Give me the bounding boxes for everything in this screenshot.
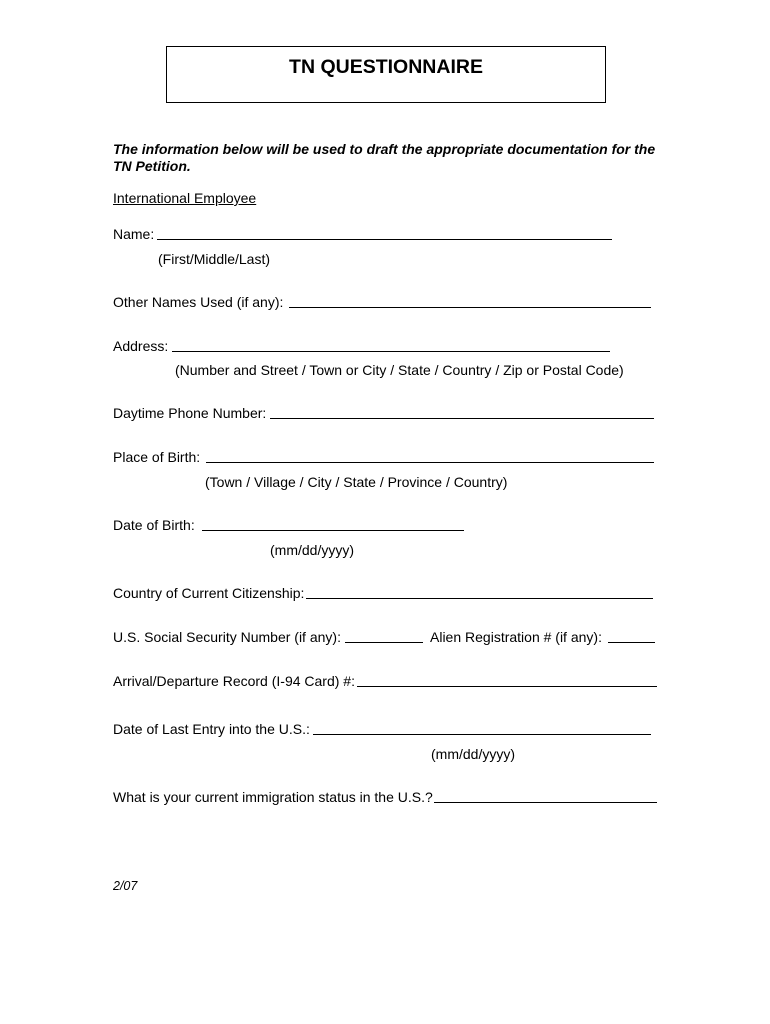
birth-place-label: Place of Birth: — [113, 449, 201, 465]
citizenship-label: Country of Current Citizenship: — [113, 585, 305, 601]
i94-row — [113, 673, 658, 693]
ssn-field[interactable] — [345, 642, 423, 643]
last-entry-label: Date of Last Entry into the U.S.: — [113, 721, 310, 737]
birth-date-hint: (mm/dd/yyyy) — [270, 542, 354, 558]
birth-place-row — [113, 449, 655, 469]
phone-label: Daytime Phone Number: — [113, 405, 267, 421]
birth-date-row — [113, 517, 465, 537]
birth-date-field[interactable] — [202, 530, 464, 531]
birth-place-field[interactable] — [206, 462, 654, 463]
other-names-row — [113, 294, 653, 314]
page-title: TN QUESTIONNAIRE — [289, 56, 483, 78]
birth-place-hint: (Town / Village / City / State / Province / Country) — [205, 474, 508, 490]
name-label: Name: — [113, 226, 155, 242]
last-entry-field[interactable] — [313, 734, 651, 735]
ssn-row — [113, 629, 656, 649]
citizenship-field[interactable] — [306, 598, 653, 599]
name-field[interactable] — [157, 239, 612, 240]
section-heading: International Employee — [113, 190, 257, 206]
alien-reg-field[interactable] — [608, 642, 655, 643]
address-field[interactable] — [172, 351, 610, 352]
other-names-field[interactable] — [289, 307, 651, 308]
name-hint: (First/Middle/Last) — [158, 251, 271, 267]
other-names-label: Other Names Used (if any): — [113, 294, 284, 310]
revision-date: 2/07 — [113, 879, 138, 893]
status-row — [113, 789, 658, 809]
status-field[interactable] — [434, 802, 657, 803]
birth-date-label: Date of Birth: — [113, 517, 195, 533]
intro-text: The information below will be used to draft the appropriate documentation for the TN Petition. — [113, 141, 656, 174]
last-entry-row — [113, 721, 652, 741]
alien-reg-label: Alien Registration # (if any): — [430, 629, 602, 645]
phone-field[interactable] — [270, 418, 654, 419]
i94-label: Arrival/Departure Record (I-94 Card) #: — [113, 673, 355, 689]
phone-row — [113, 405, 655, 425]
status-label: What is your current immigration status in the U.S.? — [113, 789, 433, 805]
title-box — [166, 46, 606, 103]
address-row — [113, 338, 613, 358]
name-row — [113, 226, 613, 246]
address-hint: (Number and Street / Town or City / State / Country / Zip or Postal Code) — [175, 362, 624, 378]
i94-field[interactable] — [357, 686, 657, 687]
address-label: Address: — [113, 338, 169, 354]
citizenship-row — [113, 585, 654, 605]
ssn-label: U.S. Social Security Number (if any): — [113, 629, 341, 645]
last-entry-hint: (mm/dd/yyyy) — [431, 746, 515, 762]
